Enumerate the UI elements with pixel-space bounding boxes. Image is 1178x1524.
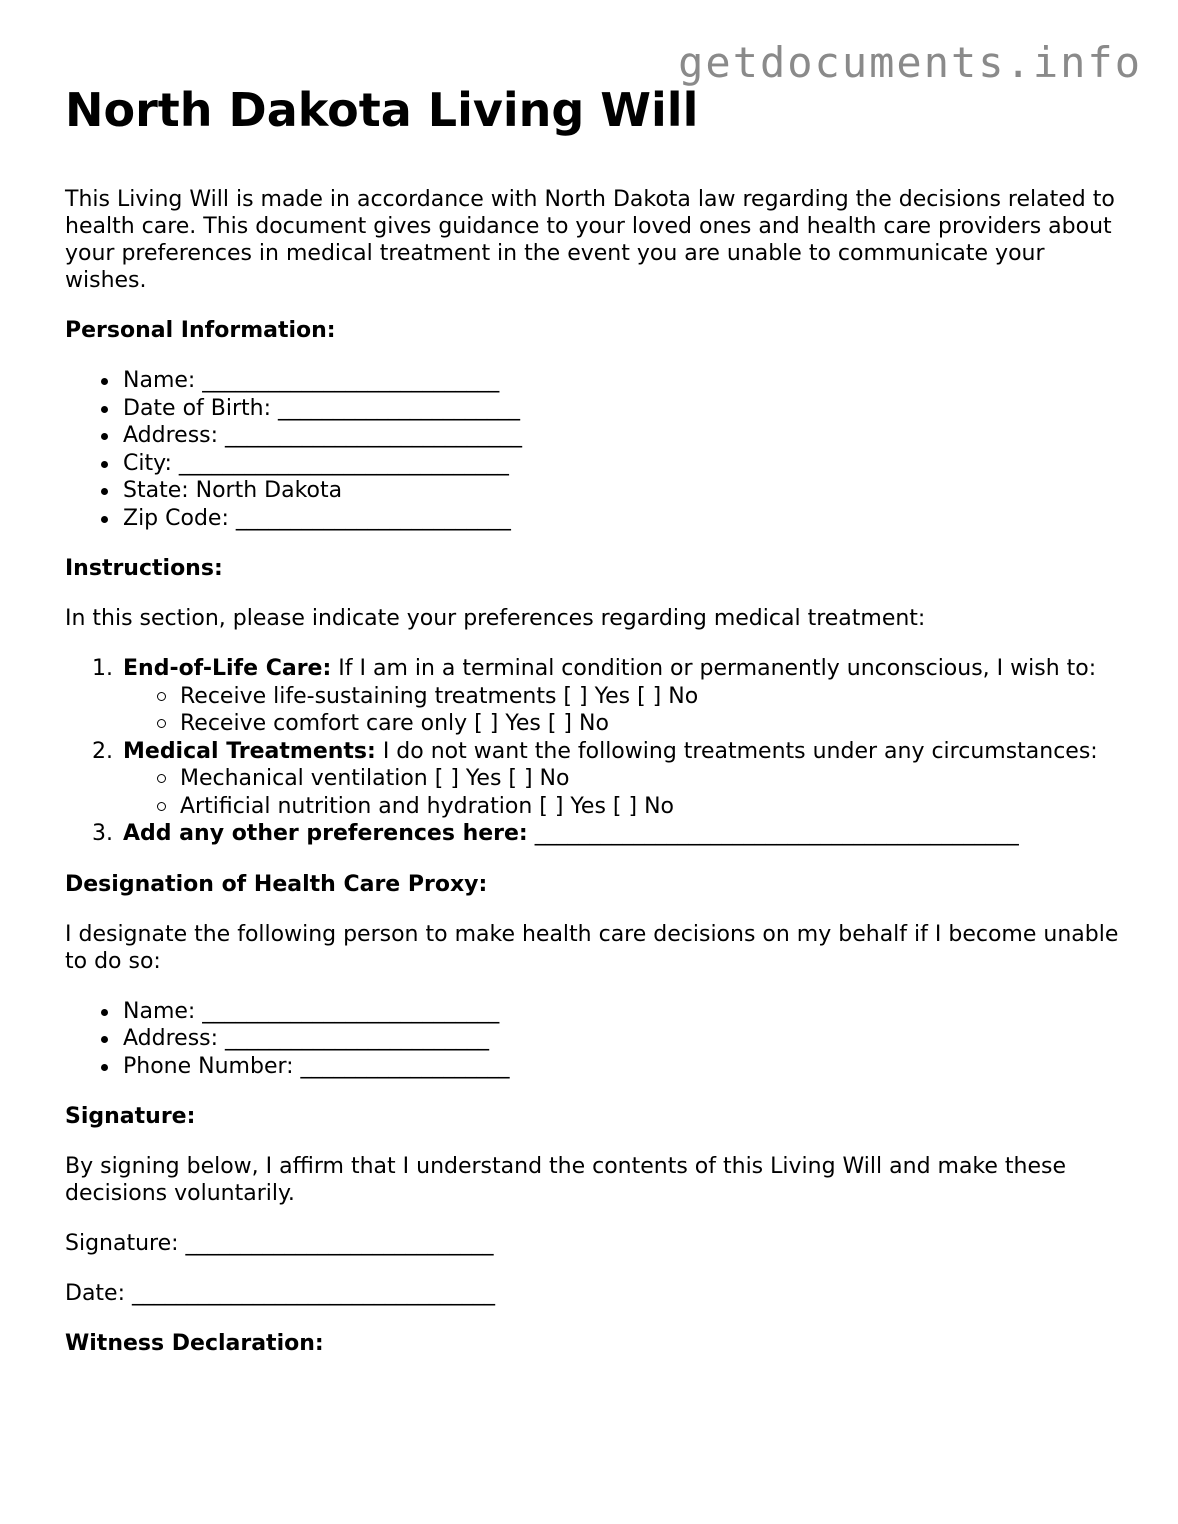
personal-state-field: State: North Dakota <box>123 477 1125 505</box>
list-item: Receive life-sustaining treatments [ ] Yes [ ] No <box>180 683 1125 711</box>
signature-line: Signature: ____________________________ <box>65 1231 494 1256</box>
item-bold-label: Medical Treatments: <box>123 738 376 764</box>
personal-zip-field: Zip Code: _________________________ <box>123 505 1125 533</box>
item-bold-label: Add any other preferences here: <box>123 821 528 846</box>
signature-text: By signing below, I affirm that I understand the contents of this Living Will and make these decisions voluntarily. <box>65 1154 1067 1206</box>
item-number: 3. <box>92 821 113 846</box>
personal-info-heading: Personal Information: <box>65 318 336 343</box>
item-text: ____________________________________________ <box>527 821 1019 846</box>
personal-name-field: Name: ___________________________ <box>123 367 1125 395</box>
item-number: 1. <box>92 656 113 681</box>
proxy-address-field: Address: ________________________ <box>123 1025 1125 1053</box>
list-item <box>92 820 1125 848</box>
item-text: If I am in a terminal condition or permanently unconscious, I wish to: <box>331 656 1097 681</box>
list-item: Mechanical ventilation [ ] Yes [ ] No <box>180 765 1125 793</box>
list-item: Artificial nutrition and hydration [ ] Yes [ ] No <box>180 793 1125 821</box>
proxy-phone-field: Phone Number: ___________________ <box>123 1053 1125 1081</box>
proxy-heading: Designation of Health Care Proxy: <box>65 871 488 897</box>
document <box>65 80 1125 1357</box>
witness-heading: Witness Declaration: <box>65 1331 324 1356</box>
watermark: getdocuments.info <box>678 38 1142 87</box>
sub-list <box>123 683 1125 738</box>
item-bold-label: End-of-Life Care: <box>123 656 332 681</box>
personal-dob-field: Date of Birth: ______________________ <box>123 395 1125 423</box>
list-item <box>92 655 1125 738</box>
proxy-list <box>65 998 1125 1081</box>
item-number: 2. <box>92 738 113 764</box>
proxy-text: I designate the following person to make health care decisions on my behalf if I become unable to do so: <box>65 921 1119 974</box>
date-line: Date: _________________________________ <box>65 1281 495 1306</box>
instructions-text: In this section, please indicate your preferences regarding medical treatment: <box>65 606 926 631</box>
proxy-name-field: Name: ___________________________ <box>123 998 1125 1026</box>
page-title: North Dakota Living Will <box>65 83 699 137</box>
signature-heading: Signature: <box>65 1104 196 1129</box>
intro-paragraph: This Living Will is made in accordance with North Dakota law regarding the decisions related to health care. This document gives guidance to your loved ones and health care providers about your preferences in medical treatment in the event you are unable to communicate your wishes. <box>65 187 1115 293</box>
personal-address-field: Address: ___________________________ <box>123 422 1125 450</box>
instructions-list <box>65 655 1125 848</box>
list-item <box>92 738 1125 821</box>
list-item: Receive comfort care only [ ] Yes [ ] No <box>180 710 1125 738</box>
item-text: I do not want the following treatments under any circumstances: <box>375 738 1098 764</box>
personal-city-field: City: ______________________________ <box>123 450 1125 478</box>
instructions-heading: Instructions: <box>65 556 223 581</box>
sub-list <box>123 765 1125 820</box>
personal-info-list <box>65 367 1125 532</box>
